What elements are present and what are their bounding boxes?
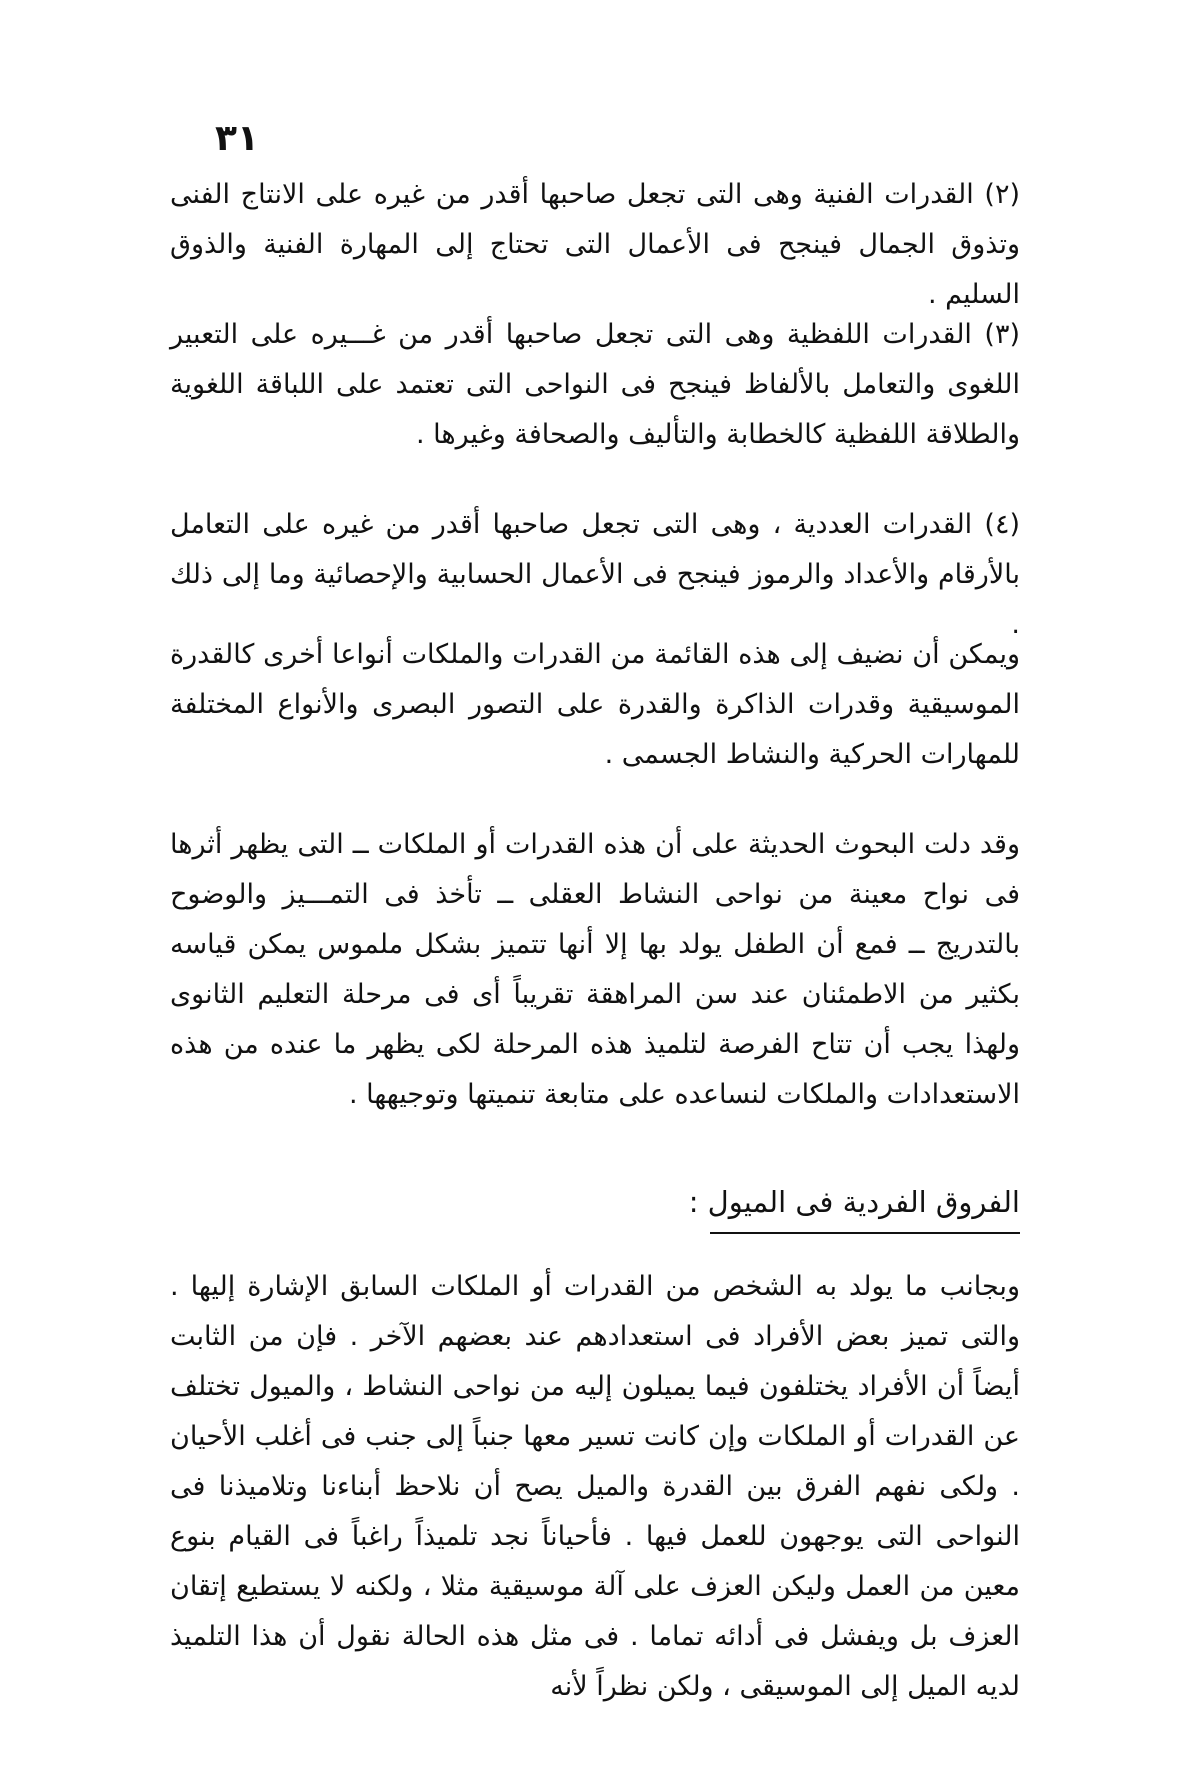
- list-item-text: (٣) القدرات اللفظية وهى التى تجعل صاحبها أقدر من غـــيره على التعبير اللغوى والتعامل بالألفاظ فينجح فى النواحى التى تعتمد على اللباقة اللغوية والطلاقة اللفظية كالخطابة والتأليف والصحافة وغيرها .: [170, 319, 1020, 450]
- heading-underline: [710, 1232, 1020, 1234]
- list-item-text: (٢) القدرات الفنية وهى التى تجعل صاحبها أقدر من غيره على الانتاج الفنى وتذوق الجمال فينجح فى الأعمال التى تحتاج إلى المهارة الفنية والذوق السليم .: [170, 179, 1020, 310]
- paragraph-research-findings: [170, 820, 1020, 1120]
- list-item-artistic-abilities: [170, 170, 1020, 320]
- page-number: ٣١: [215, 118, 259, 159]
- list-item-verbal-abilities: [170, 310, 1020, 460]
- paragraph-interests: [170, 1262, 1020, 1712]
- list-item-numerical-abilities: [170, 500, 1020, 650]
- list-item-text: (٤) القدرات العددية ، وهى التى تجعل صاحبها أقدر من غيره على التعامل بالأرقام والأعداد والرموز فينجح فى الأعمال الحسابية والإحصائية وما إلى ذلك .: [170, 509, 1020, 640]
- paragraph-text: وبجانب ما يولد به الشخص من القدرات أو الملكات السابق الإشارة إليها . والتى تميز بعض الأفراد فى استعدادهم عند بعضهم الآخر . فإن من الثابت أيضاً أن الأفراد يختلفون فيما يميلون إليه من نواحى النشاط ، والميول تختلف عن القدرات أو الملكات وإن كانت تسير معها جنباً إلى جنب فى أغلب الأحيان . ولكى نفهم الفرق بين القدرة والميل يصح أن نلاحظ أبناءنا وتلاميذنا فى النواحى التى يوجهون للعمل فيها . فأحياناً نجد تلميذاً راغباً فى القيام بنوع معين من العمل وليكن العزف على آلة موسيقية مثلا ، ولكنه لا يستطيع إتقان العزف بل ويفشل فى أدائه تماما . فى مثل هذه الحالة نقول أن هذا التلميذ لديه الميل إلى الموسيقى ، ولكن نظراً لأنه: [170, 1271, 1020, 1702]
- section-heading: الفروق الفردية فى الميول :: [688, 1185, 1020, 1219]
- paragraph-text: وقد دلت البحوث الحديثة على أن هذه القدرات أو الملكات ــ التى يظهر أثرها فى نواح معينة من نواحى النشاط العقلى ــ تأخذ فى التمـــيز والوضوح بالتدريج ــ فمع أن الطفل يولد بها إلا أنها تتميز بشكل ملموس يمكن قياسه بكثير من الاطمئنان عند سن المراهقة تقريباً أى فى مرحلة التعليم الثانوى ولهذا يجب أن تتاح الفرصة لتلميذ هذه المرحلة لكى يظهر ما عنده من هذه الاستعدادات والملكات لنساعده على متابعة تنميتها وتوجيهها .: [170, 829, 1020, 1110]
- paragraph-text: ويمكن أن نضيف إلى هذه القائمة من القدرات والملكات أنواعا أخرى كالقدرة الموسيقية وقدرات الذاكرة والقدرة على التصور البصرى والأنواع المختلفة للمهارات الحركية والنشاط الجسمى .: [170, 639, 1020, 770]
- paragraph-other-abilities: [170, 630, 1020, 780]
